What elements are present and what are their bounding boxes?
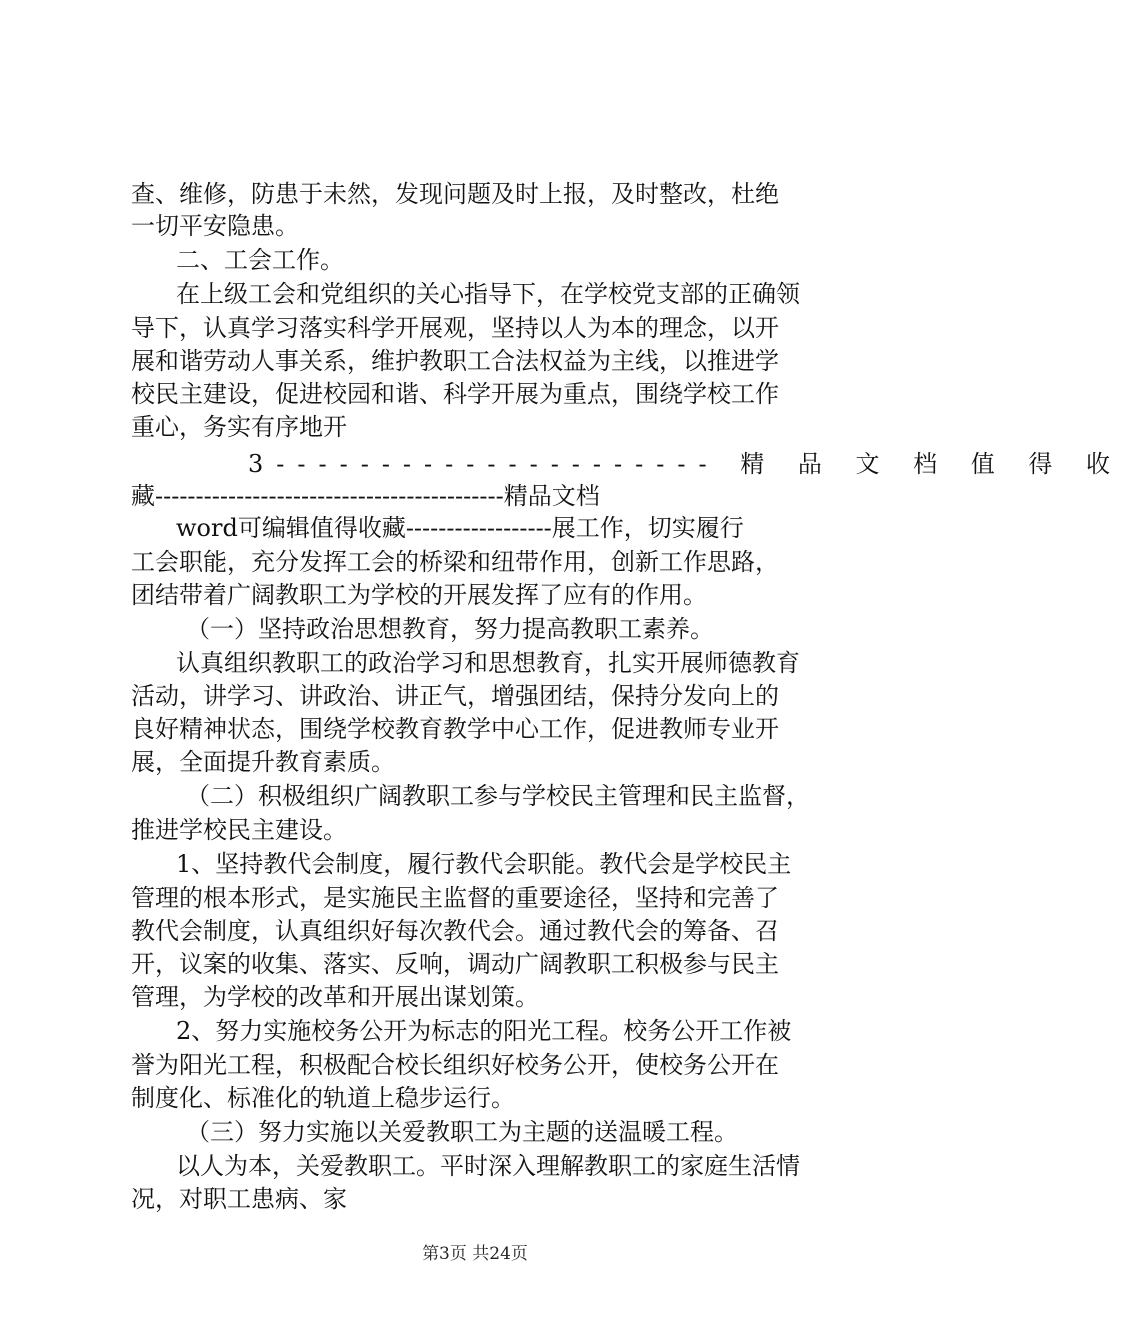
paragraph-line: 开，议案的收集、落实、反响，调动广阔教职工积极参与民主 bbox=[131, 950, 779, 978]
paragraph-line: 良好精神状态，围绕学校教育教学中心工作，促进教师专业开 bbox=[131, 715, 779, 743]
subsection-heading: （一）坚持政治思想教育，努力提高教职工素养。 bbox=[186, 615, 714, 643]
paragraph-line: 认真组织教职工的政治学习和思想教育，扎实开展师德教育 bbox=[176, 649, 800, 677]
paragraph-line: 展和谐劳动人事关系，维护教职工合法权益为主线，以推进学 bbox=[131, 347, 779, 375]
paragraph-line: 校民主建设，促进校园和谐、科学开展为重点，围绕学校工作 bbox=[131, 380, 779, 408]
paragraph-line: 查、维修，防患于未然，发现问题及时上报，及时整改，杜绝 bbox=[131, 180, 779, 208]
watermark-separator-bottom: 藏-------------------------------------------精品文档 bbox=[131, 482, 600, 510]
watermark-separator-top: 3--------------------- 精 品 文 档 值 得 收 bbox=[248, 450, 1123, 478]
paragraph-line: 一切平安隐患。 bbox=[131, 212, 299, 240]
paragraph-line: 展，全面提升教育素质。 bbox=[131, 748, 395, 776]
paragraph-line: 2、努力实施校务公开为标志的阳光工程。校务公开工作被 bbox=[176, 1017, 792, 1045]
paragraph-line: 1、坚持教代会制度，履行教代会职能。教代会是学校民主 bbox=[176, 850, 792, 878]
section-heading: 二、工会工作。 bbox=[176, 246, 344, 274]
paragraph-line: 推进学校民主建设。 bbox=[131, 816, 347, 844]
paragraph-line: 在上级工会和党组织的关心指导下，在学校党支部的正确领 bbox=[176, 280, 800, 308]
paragraph-line: 重心，务实有序地开 bbox=[131, 413, 347, 441]
paragraph-line: 况，对职工患病、家 bbox=[131, 1185, 347, 1213]
paragraph-line: 团结带着广阔教职工为学校的开展发挥了应有的作用。 bbox=[131, 581, 707, 609]
paragraph-line: 管理，为学校的改革和开展出谋划策。 bbox=[131, 983, 539, 1011]
paragraph-line: 教代会制度，认真组织好每次教代会。通过教代会的筹备、召 bbox=[131, 917, 779, 945]
page-number-footer: 第3页 共24页 bbox=[422, 1244, 528, 1264]
paragraph-line: 导下，认真学习落实科学开展观，坚持以人为本的理念，以开 bbox=[131, 314, 779, 342]
subsection-heading: （二）积极组织广阔教职工参与学校民主管理和民主监督， bbox=[186, 782, 810, 810]
paragraph-line: 誉为阳光工程，积极配合校长组织好校务公开，使校务公开在 bbox=[131, 1051, 779, 1079]
paragraph-line: word可编辑值得收藏------------------展工作，切实履行 bbox=[176, 514, 744, 542]
paragraph-line: 活动，讲学习、讲政治、讲正气，增强团结，保持分发向上的 bbox=[131, 682, 779, 710]
paragraph-line: 管理的根本形式，是实施民主监督的重要途径，坚持和完善了 bbox=[131, 884, 779, 912]
subsection-heading: （三）努力实施以关爱教职工为主题的送温暖工程。 bbox=[186, 1118, 738, 1146]
paragraph-line: 制度化、标准化的轨道上稳步运行。 bbox=[131, 1084, 515, 1112]
paragraph-line: 以人为本，关爱教职工。平时深入理解教职工的家庭生活情 bbox=[176, 1152, 800, 1180]
paragraph-line: 工会职能，充分发挥工会的桥梁和纽带作用，创新工作思路， bbox=[131, 548, 779, 576]
